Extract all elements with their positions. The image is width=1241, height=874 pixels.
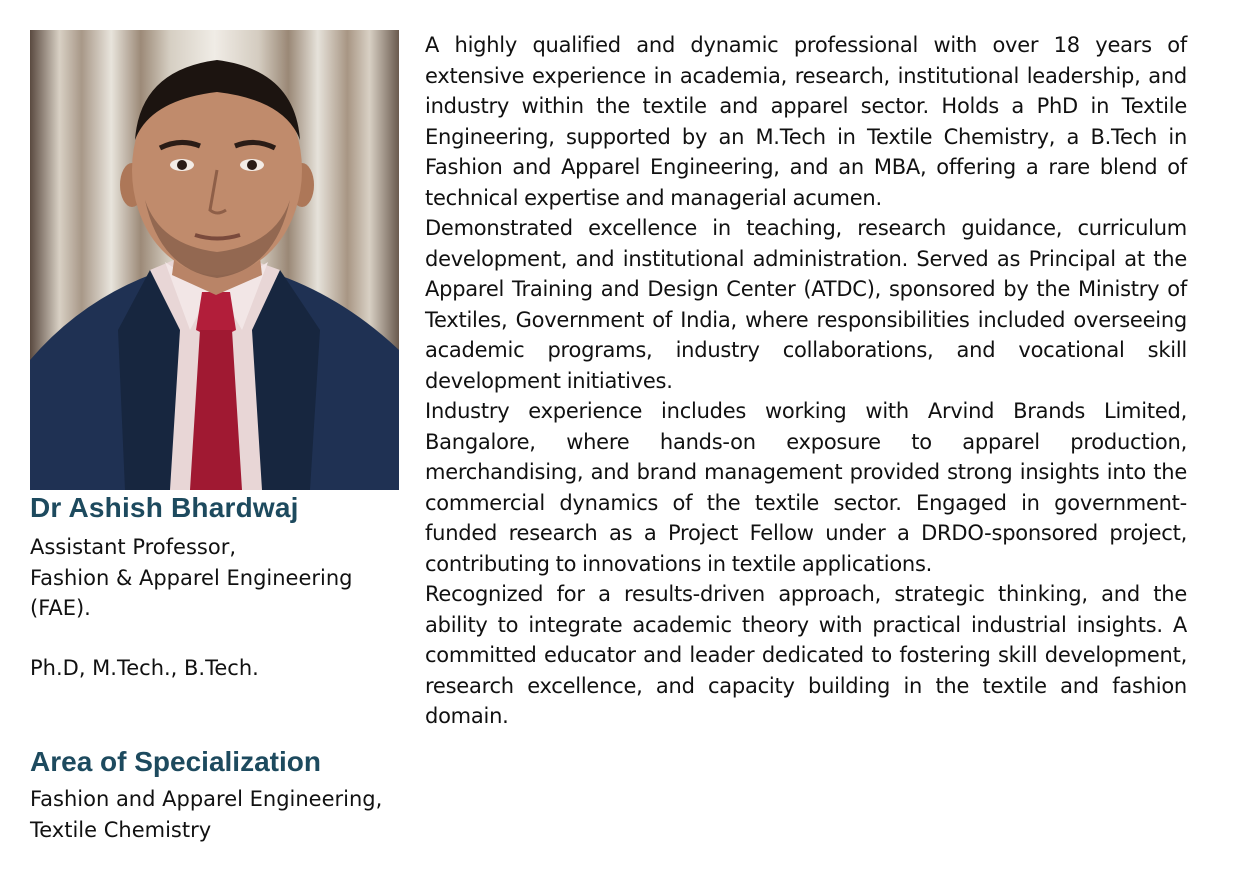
portrait-illustration: [30, 30, 399, 490]
profile-photo: [30, 30, 399, 490]
biography: [425, 30, 1187, 732]
designation-line: Assistant Professor,: [30, 535, 237, 559]
specialization-item: Fashion and Apparel Engineering,: [30, 787, 383, 811]
profile-name: Dr Ashish Bhardwaj: [30, 492, 299, 523]
bio-paragraph: Industry experience includes working with Arvind Brands Limited, Bangalore, where hands-on exposure to apparel production, merchandising, and brand management provided strong insights into the commercial dynamics of the textile sector. Engaged in government-funded research as a Project Fellow under a DRDO-sponsored project, contributing to innovations in textile applications.: [425, 399, 1187, 576]
specialization-item: Textile Chemistry: [30, 817, 212, 842]
degrees: Ph.D, M.Tech., B.Tech.: [30, 656, 259, 680]
specialization-list: [30, 784, 382, 845]
bio-paragraph: Recognized for a results-driven approach, strategic thinking, and the ability to integrate academic theory with practical industrial insights. A committed educator and leader dedicated to fostering skill development, research excellence, and capacity building in the textile and fashion domain.: [425, 582, 1187, 728]
bio-paragraph: Demonstrated excellence in teaching, research guidance, curriculum development, and institutional administration. Served as Principal at the Apparel Training and Design Center (ATDC), sponsored by the Ministry of Textiles, Government of India, where responsibilities included overseeing academic programs, industry collaborations, and vocational skill development initiatives.: [425, 216, 1187, 393]
designation-line: (FAE).: [30, 596, 91, 620]
designation: [30, 532, 405, 624]
designation-line: Fashion & Apparel Engineering: [30, 565, 353, 590]
bio-paragraph: A highly qualified and dynamic professional with over 18 years of extensive experience in academia, research, institutional leadership, and industry within the textile and apparel sector. Holds a PhD in Textile Engineering, supported by an M.Tech in Textile Chemistry, a B.Tech in Fashion and Apparel Engineering, and an MBA, offering a rare blend of technical expertise and managerial acumen.: [425, 33, 1187, 210]
specialization-heading: Area of Specialization: [30, 746, 321, 777]
